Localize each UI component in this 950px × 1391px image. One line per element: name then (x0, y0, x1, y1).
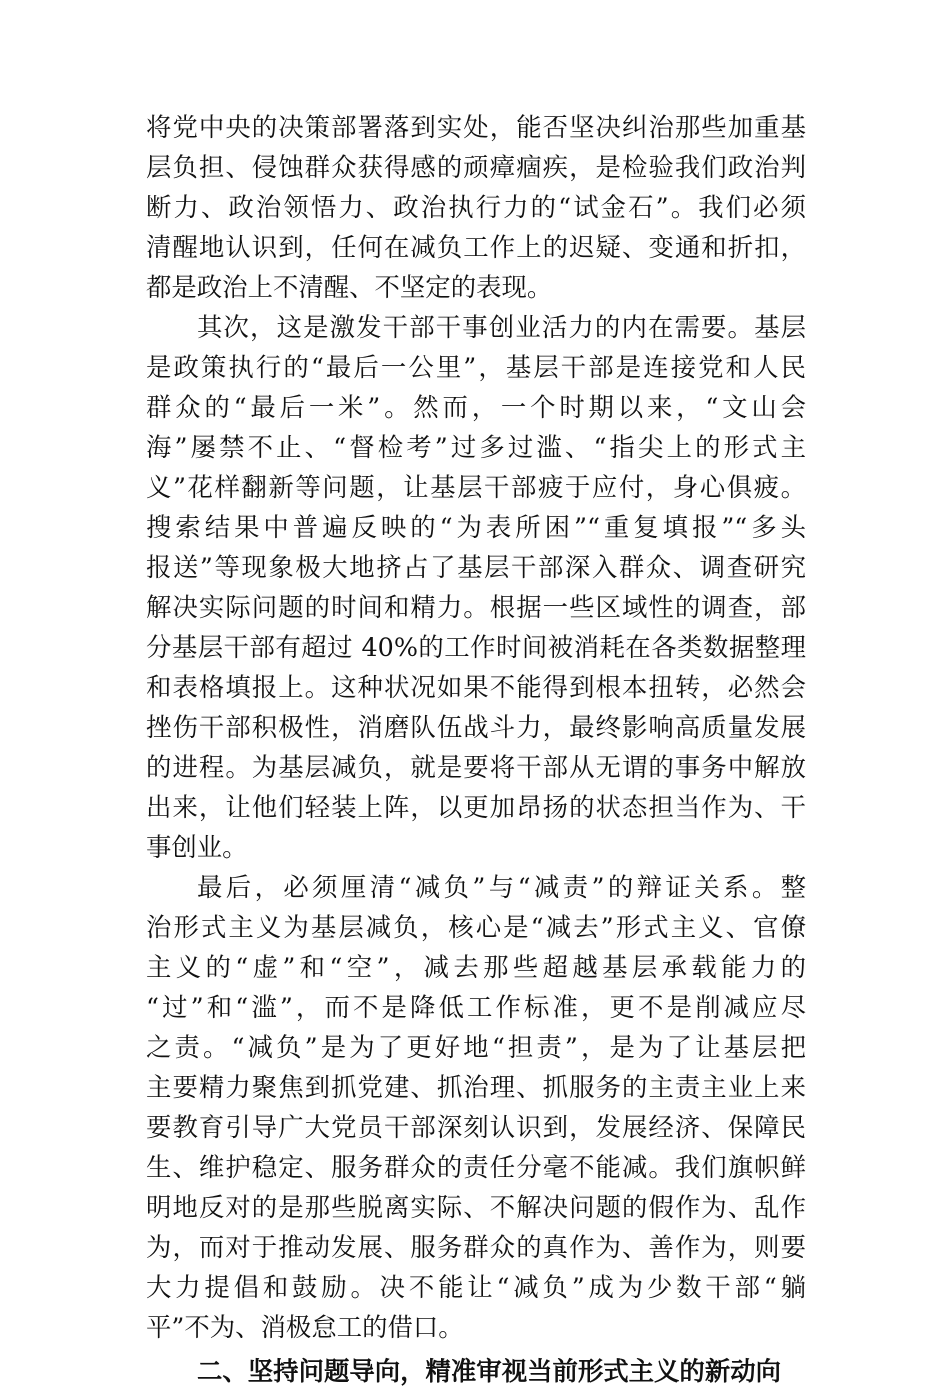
text-line: 挫伤干部积极性，消磨队伍战斗力，最终影响高质量发展 (146, 712, 806, 742)
text-line: “过”和“滥”，而不是降低工作标准，更不是削减应尽 (146, 992, 806, 1022)
text-line: 报送”等现象极大地挤占了基层干部深入群众、调查研究 (146, 552, 806, 582)
text-line: 搜索结果中普遍反映的“为表所困”“重复填报”“多头 (146, 512, 806, 542)
text-line: 事创业。 (146, 832, 248, 862)
text-line: 的进程。为基层减负，就是要将干部从无谓的事务中解放 (146, 752, 806, 782)
text-line: 主义的“虚”和“空”，减去那些超越基层承载能力的 (146, 952, 806, 982)
paragraph-burden-vs-responsibility (146, 867, 806, 1347)
text-line: 出来，让他们轻装上阵，以更加昂扬的状态担当作为、干 (146, 792, 806, 822)
text-line: 层负担、侵蚀群众获得感的顽瘴痼疾，是检验我们政治判 (146, 152, 806, 182)
text-line: 大力提倡和鼓励。决不能让“减负”成为少数干部“躺 (146, 1272, 806, 1302)
text-line: 和表格填报上。这种状况如果不能得到根本扭转，必然会 (146, 672, 806, 702)
text-line: 治形式主义为基层减负，核心是“减去”形式主义、官僚 (146, 912, 806, 942)
paragraph-political-judgment (146, 107, 806, 307)
text-line: 生、维护稳定、服务群众的责任分毫不能减。我们旗帜鲜 (146, 1152, 806, 1182)
text-line: 之责。“减负”是为了更好地“担责”，是为了让基层把 (146, 1032, 806, 1062)
section-heading: 二、坚持问题导向，精准审视当前形式主义的新动向 (197, 1356, 781, 1386)
text-line: 平”不为、消极怠工的借口。 (146, 1312, 464, 1342)
text-line: 主要精力聚焦到抓党建、抓治理、抓服务的主责主业上来 (146, 1072, 806, 1102)
text-line: 明地反对的是那些脱离实际、不解决问题的假作为、乱作 (146, 1192, 806, 1222)
text-line: 都是政治上不清醒、不坚定的表现。 (146, 272, 553, 302)
text-line: 清醒地认识到，任何在减负工作上的迟疑、变通和折扣， (146, 232, 806, 262)
text-line: 断力、政治领悟力、政治执行力的“试金石”。我们必须 (146, 192, 806, 222)
text-line: 群众的“最后一米”。然而，一个时期以来，“文山会 (146, 392, 806, 422)
text-line: 分基层干部有超过 40%的工作时间被消耗在各类数据整理 (146, 632, 806, 662)
text-line: 海”屡禁不止、“督检考”过多过滥、“指尖上的形式主 (146, 432, 806, 462)
text-line: 将党中央的决策部署落到实处，能否坚决纠治那些加重基 (146, 112, 806, 142)
document-page (146, 107, 806, 1391)
text-line: 解决实际问题的时间和精力。根据一些区域性的调查，部 (146, 592, 806, 622)
text-line: 义”花样翻新等问题，让基层干部疲于应付，身心俱疲。 (146, 472, 806, 502)
text-line: 为，而对于推动发展、服务群众的真作为、善作为，则要 (146, 1232, 806, 1262)
text-line: 其次，这是激发干部干事创业活力的内在需要。基层 (197, 312, 806, 342)
text-line: 最后，必须厘清“减负”与“减责”的辩证关系。整 (197, 872, 806, 902)
text-line: 是政策执行的“最后一公里”，基层干部是连接党和人民 (146, 352, 806, 382)
text-line: 要教育引导广大党员干部深刻认识到，发展经济、保障民 (146, 1112, 806, 1142)
paragraph-cadre-vitality (146, 307, 806, 867)
